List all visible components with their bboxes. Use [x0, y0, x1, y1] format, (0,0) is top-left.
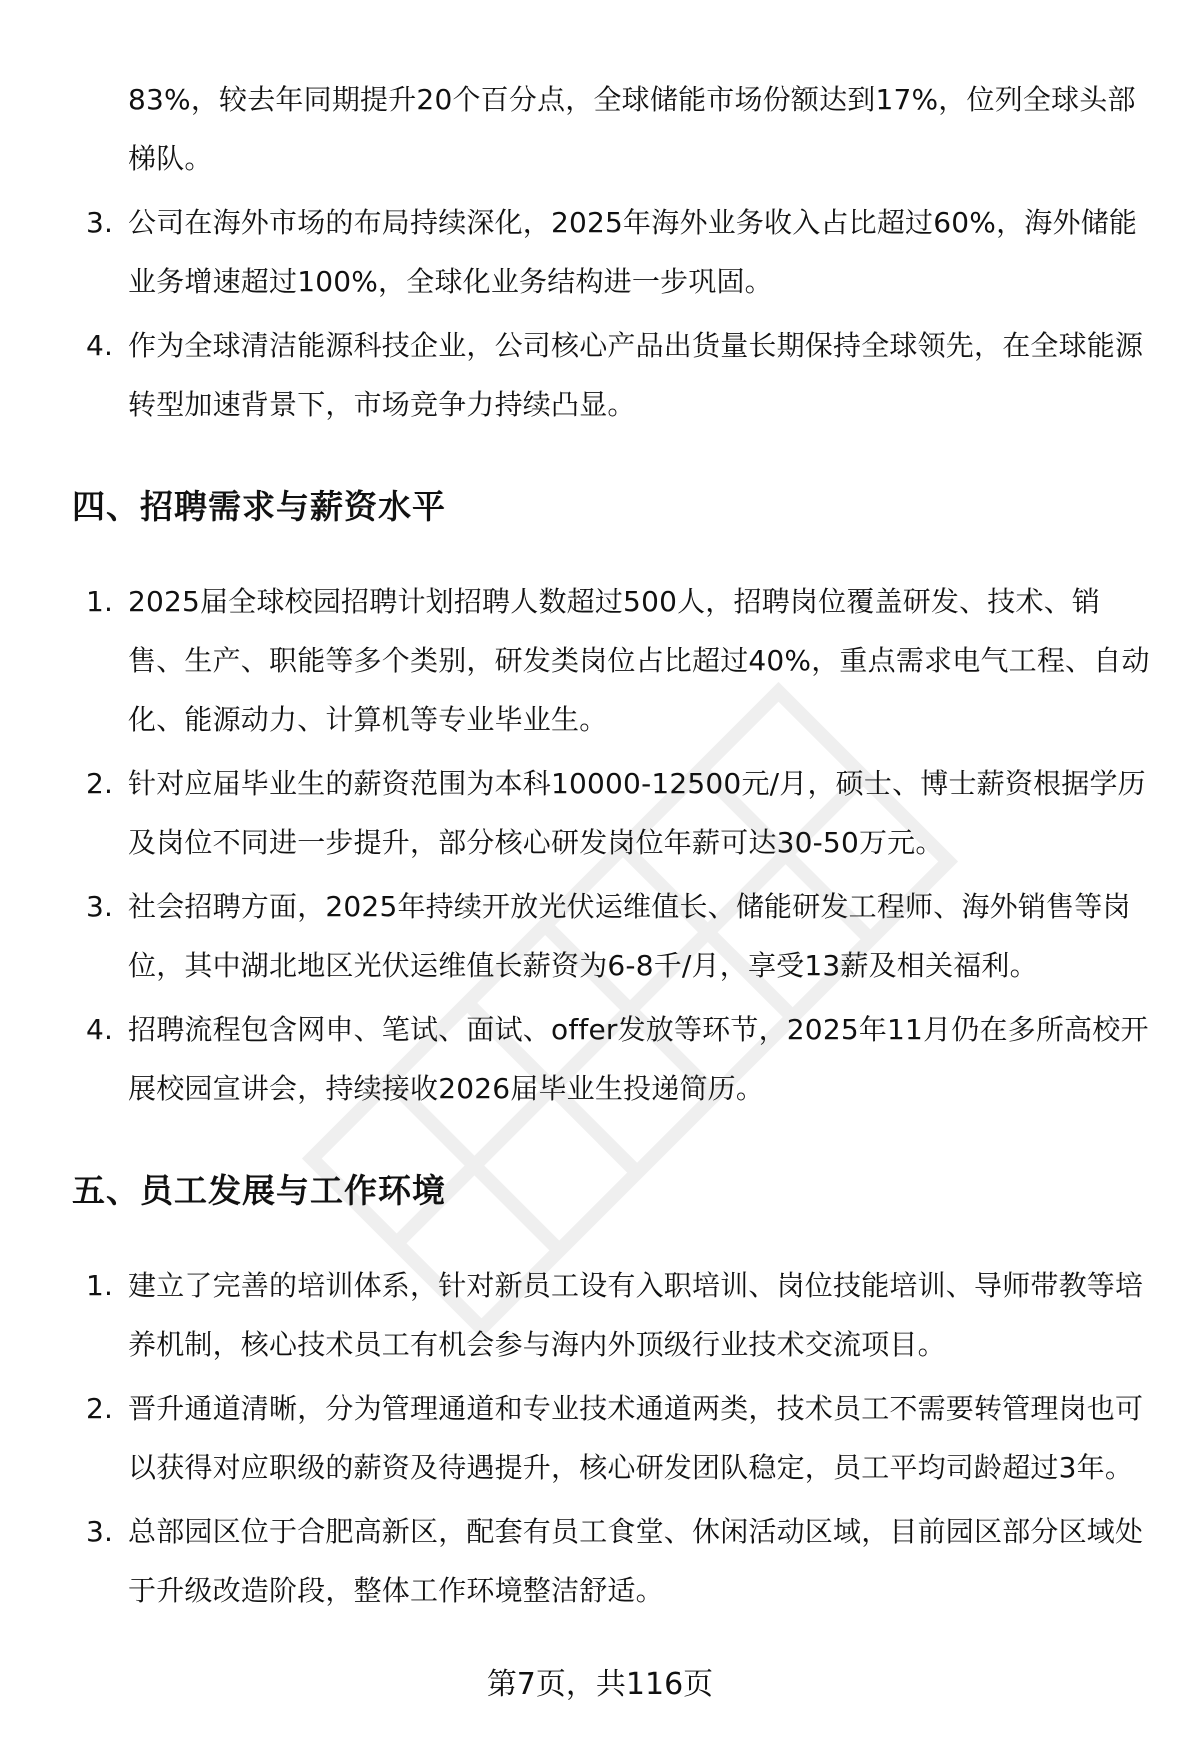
list-item [72, 1502, 1152, 1620]
list-text: 晋升通道清晰，分为管理通道和专业技术通道两类，技术员工不需要转管理岗也可以获得对应职级的薪资及待遇提升，核心研发团队稳定，员工平均司龄超过3年。 [128, 1392, 1144, 1484]
list-number: 3. [86, 1515, 114, 1548]
document-content [72, 70, 1152, 1620]
list-number: 2. [86, 1392, 114, 1425]
list-item [72, 1379, 1152, 1497]
list-number: 4. [86, 329, 114, 362]
list-number: 4. [86, 1013, 114, 1046]
section5-list [72, 1256, 1152, 1620]
list-text: 针对应届毕业生的薪资范围为本科10000-12500元/月，硕士、博士薪资根据学历及岗位不同进一步提升，部分核心研发岗位年薪可达30-50万元。 [128, 767, 1146, 859]
list-text: 作为全球清洁能源科技企业，公司核心产品出货量长期保持全球领先，在全球能源转型加速背景下，市场竞争力持续凸显。 [128, 329, 1144, 421]
list-item [72, 877, 1152, 995]
list-number: 3. [86, 206, 114, 239]
list-text: 公司在海外市场的布局持续深化，2025年海外业务收入占比超过60%，海外储能业务增速超过100%，全球化业务结构进一步巩固。 [128, 206, 1138, 298]
list-number: 1. [86, 585, 114, 618]
list-item [72, 1256, 1152, 1374]
list-text: 社会招聘方面，2025年持续开放光伏运维值长、储能研发工程师、海外销售等岗位，其中湖北地区光伏运维值长薪资为6-8千/月，享受13薪及相关福利。 [128, 890, 1131, 982]
list-item-continuation: 83%，较去年同期提升20个百分点，全球储能市场份额达到17%，位列全球头部梯队。 [128, 83, 1136, 175]
list-number: 2. [86, 767, 114, 800]
list-number: 1. [86, 1269, 114, 1302]
list-text: 建立了完善的培训体系，针对新员工设有入职培训、岗位技能培训、导师带教等培养机制，核心技术员工有机会参与海内外顶级行业技术交流项目。 [128, 1269, 1144, 1361]
list-text: 2025届全球校园招聘计划招聘人数超过500人，招聘岗位覆盖研发、技术、销售、生产、职能等多个类别，研发类岗位占比超过40%，重点需求电气工程、自动化、能源动力、计算机等专业毕业生。 [128, 585, 1150, 736]
section3-list [72, 70, 1152, 434]
page-footer: 第7页，共116页 [486, 1667, 714, 1702]
section4-list [72, 572, 1152, 1118]
list-number: 3. [86, 890, 114, 923]
list-item [72, 1000, 1152, 1118]
list-text: 招聘流程包含网申、笔试、面试、offer发放等环节，2025年11月仍在多所高校开展校园宣讲会，持续接收2026届毕业生投递简历。 [128, 1013, 1149, 1105]
list-item [72, 193, 1152, 311]
section-heading: 四、招聘需求与薪资水平 [72, 487, 446, 526]
list-item [72, 316, 1152, 434]
list-text: 总部园区位于合肥高新区，配套有员工食堂、休闲活动区域，目前园区部分区域处于升级改造阶段，整体工作环境整洁舒适。 [128, 1515, 1144, 1607]
section-heading: 五、员工发展与工作环境 [72, 1171, 446, 1210]
list-item [72, 754, 1152, 872]
list-item [72, 572, 1152, 749]
